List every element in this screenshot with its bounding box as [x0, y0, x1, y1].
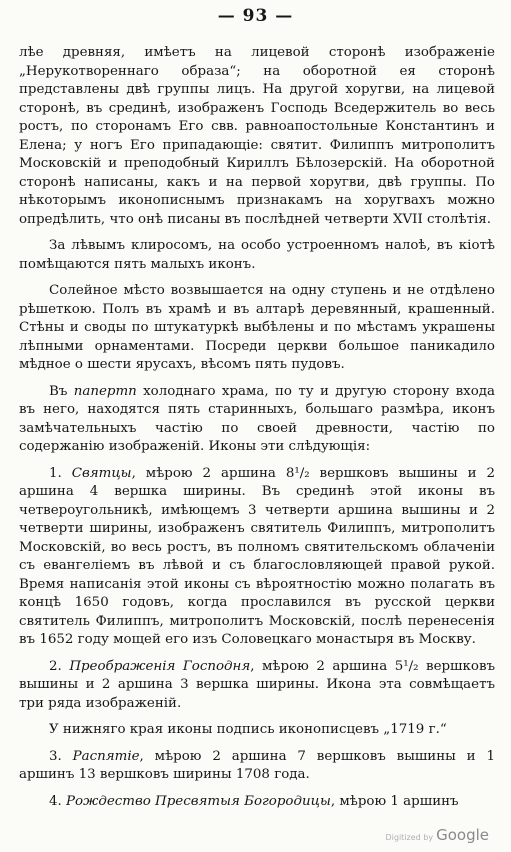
paragraph-kliros: За лѣвымъ клиросомъ, на особо устроенномъ налоѣ, въ кіотѣ помѣщаются пять малыхъ иконъ. — [19, 238, 495, 272]
item-title: Распятіе — [72, 748, 140, 764]
paperti-italic: папертп — [73, 383, 137, 399]
item-text: , мѣрою 2 аршина 8¹/₂ вершковъ вышины и 2 аршина 4 вершка ширины. Въ срединѣ этой иконы въ четвероугольникѣ, имѣющемъ 3 четверти аршина вышины и 2 четверти ширины, изображенъ святитель Филиппъ, митрополитъ Московскій, во весь ростъ, въ полномъ святительскомъ облаченіи съ евангеліемъ въ лѣвой и съ благословляющей правой рукой. Время написанія этой иконы съ вѣроятностію можно полагать въ концѣ 1650 годовъ, когда прославился въ русской церкви святитель Филиппъ, митрополитъ Московскій, послѣ перенесенія въ 1652 году мощей его изъ Соловецкаго монастыря въ Москву. — [19, 465, 495, 647]
page-text — [19, 44, 495, 819]
watermark-google-logo: Google — [436, 826, 489, 844]
list-item-preobrazhenie — [19, 658, 495, 714]
item-title: Преображенія Господня — [69, 658, 251, 674]
paragraph-hodurgvi: лѣе древняя, имѣетъ на лицевой сторонѣ изображеніе „Нерукотвореннаго образа“; на оборотной ея сторонѣ представлены двѣ группы лицъ. На другой хоругви, на лицевой сторонѣ, въ срединѣ, изображенъ Господь Вседержитель во весь ростъ, по сторонамъ Его свв. равноапостольные Константинъ и Елена; у ногъ Его припадающіе: святит. Филиппъ митрополитъ Московскій и преподобный Кириллъ Бѣлозерскій. На оборотной сторонѣ написаны, какъ и на первой хоругви, двѣ группы. По нѣкоторымъ иконописнымъ признакамъ на хоругвахъ можно опредѣлить, что онѣ писаны въ послѣдней четверти XVII столѣтія. — [19, 45, 495, 227]
item-text: , мѣрою 2 аршина 7 вершковъ вышины и 1 аршинъ 13 вершковъ ширины 1708 года. — [19, 748, 495, 782]
list-item-svyattsy — [19, 465, 495, 650]
paragraph-soleya: Солейное мѣсто возвышается на одну ступень и не отдѣлено рѣшеткою. Полъ въ храмѣ и въ алтарѣ деревянный, крашенный. Стѣны и своды по штукатуркѣ выбѣлены и по мѣстамъ украшены лѣпными орнаментами. Посреди церкви большое паникадило мѣдное о шести ярусахъ, вѣсомъ пять пудовъ. — [19, 283, 495, 372]
item-title: Рождество Пресвятыя Богородицы — [66, 793, 331, 809]
item-title: Святцы — [71, 465, 132, 481]
item-text: У нижняго края иконы подпись иконописцевъ „1719 г.“ — [49, 722, 447, 737]
list-item-rozhdestvo — [19, 793, 495, 812]
list-item-raspyatie — [19, 748, 495, 785]
item-number: 3. — [49, 748, 73, 764]
item-number: 4. — [49, 793, 67, 809]
item-text: , мѣрою 2 аршина 5¹/₂ вершковъ вышины и 2 аршина 3 вершка ширины. Икона эта совмѣщаетъ три ряда изображеній. — [19, 658, 495, 711]
item-number: 1. — [49, 465, 72, 481]
page-number: — 93 — — [217, 6, 294, 26]
watermark-digitized: Digitized by — [385, 833, 434, 842]
paperti-prefix: Въ — [49, 383, 74, 399]
item-number: 2. — [49, 658, 70, 674]
google-watermark — [385, 826, 489, 844]
paperti-rest: холоднаго храма, по ту и другую сторону входа въ него, находятся пять старинныхъ, большаго размѣра, иконъ замѣчательныхъ частію по своей древности, частію по содержанію изображеній. Иконы эти слѣдующія: — [19, 383, 495, 454]
item-text: , мѣрою 1 аршинъ — [330, 793, 459, 809]
list-item-signature — [19, 721, 495, 740]
paragraph-paperti — [19, 383, 495, 457]
